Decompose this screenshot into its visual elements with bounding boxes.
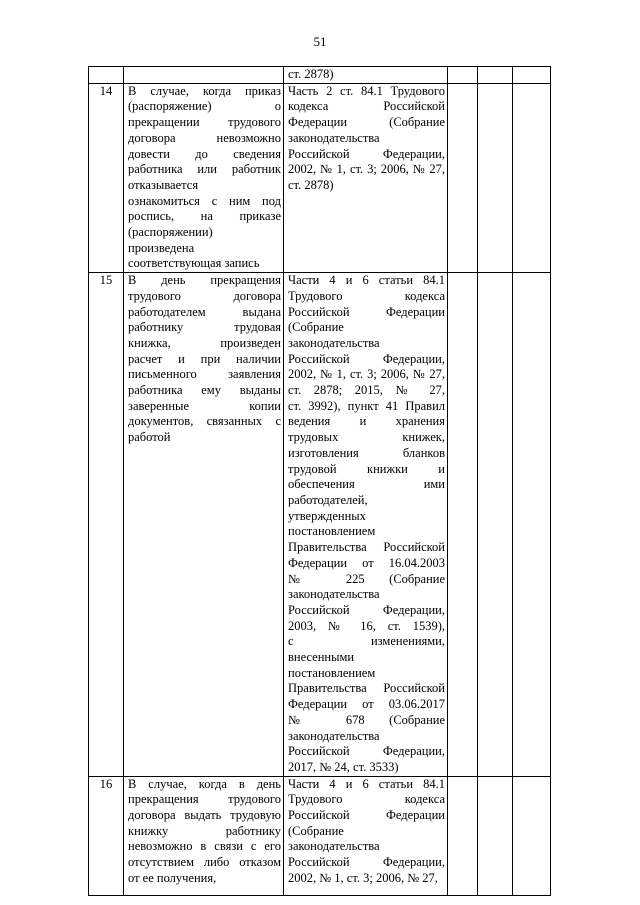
text-line: законодательства — [288, 335, 380, 350]
text-line: работодателей, — [288, 492, 368, 507]
text-line: (Собрание — [288, 823, 344, 838]
text-line: от ее получения, — [128, 870, 217, 885]
answer-yes-cell — [448, 273, 478, 777]
text-line: трудового договора — [128, 288, 281, 303]
text-line: договора выдать трудовую — [128, 808, 281, 823]
text-line: (распоряжении) — [128, 225, 213, 240]
text-line: прекращения трудового — [128, 792, 281, 807]
text-line: законодательства — [288, 587, 380, 602]
table-row-16 — [89, 776, 551, 895]
text-line: роспись, на приказе — [128, 209, 281, 224]
text-line: ст. 3992), пункт 41 Правил — [288, 398, 445, 413]
text-line: 2002, № 1, ст. 3; 2006, № 27, — [288, 162, 445, 177]
text-line: Российской Федерации, — [288, 744, 445, 759]
text-line: Части 4 и 6 статьи 84.1 — [288, 273, 445, 288]
text-line: работнику трудовая — [128, 320, 281, 335]
text-line: письменного заявления — [128, 367, 281, 382]
text-line: отказывается — [128, 177, 199, 192]
requirement-text — [124, 776, 284, 895]
requirement-text — [124, 83, 284, 272]
table-row-15 — [89, 273, 551, 777]
text-line: Российской Федерации — [288, 808, 445, 823]
text-line: 2017, № 24, ст. 3533) — [288, 759, 399, 774]
text-line: законодательства — [288, 130, 380, 145]
text-line: Российской Федерации, — [288, 351, 445, 366]
text-line: трудовых книжек, — [288, 430, 445, 445]
text-line: расчет и при наличии — [128, 351, 281, 366]
text-line: заверенные копии — [128, 398, 281, 413]
row-number: 14 — [89, 83, 124, 272]
text-line: внесенными — [288, 650, 355, 665]
text-line: 2002, № 1, ст. 3; 2006, № 27, — [288, 367, 445, 382]
text-line: (Собрание — [288, 320, 344, 335]
text-line: Трудового кодекса — [288, 288, 445, 303]
text-line: постановлением — [288, 524, 376, 539]
text-line: договора невозможно — [128, 130, 281, 145]
text-line: трудовой книжки и — [288, 461, 445, 476]
text-line: Федерации от 16.04.2003 — [288, 555, 445, 570]
text-line: работой — [128, 430, 171, 445]
legal-reference — [284, 273, 448, 777]
text-line: документов, связанных с — [128, 414, 281, 429]
text-line: работника или работник — [128, 162, 281, 177]
text-line: ведения и хранения — [288, 414, 445, 429]
legal-reference — [284, 776, 448, 895]
answer-no-cell — [478, 273, 513, 777]
text-line: № 225 (Собрание — [288, 571, 445, 586]
text-line: постановлением — [288, 665, 376, 680]
text-line: утвержденных — [288, 508, 366, 523]
text-line: работодателем выдана — [128, 304, 281, 319]
text-line: Федерации от 03.06.2017 — [288, 697, 445, 712]
text-line: с изменениями, — [288, 634, 445, 649]
answer-no-cell — [478, 776, 513, 895]
requirement-text — [124, 67, 284, 84]
row-number — [89, 67, 124, 84]
text-line: Часть 2 ст. 84.1 Трудового — [288, 83, 445, 98]
answer-na-cell — [513, 67, 551, 84]
text-line: кодекса Российской — [288, 99, 445, 114]
text-line: книжку работнику — [128, 823, 281, 838]
text-line: В случае, когда приказ — [128, 83, 281, 98]
text-line: Российской Федерации — [288, 304, 445, 319]
text-line: законодательства — [288, 839, 380, 854]
legal-reference — [284, 67, 448, 84]
answer-yes-cell — [448, 67, 478, 84]
text-line: (распоряжение) о — [128, 99, 281, 114]
answer-yes-cell — [448, 83, 478, 272]
text-line: № 678 (Собрание — [288, 712, 445, 727]
text-line: ст. 2878) — [288, 177, 334, 192]
text-line: отсутствием либо отказом — [128, 855, 281, 870]
text-line: Российской Федерации, — [288, 602, 445, 617]
answer-no-cell — [478, 67, 513, 84]
text-line: В день прекращения — [128, 273, 281, 288]
text-line: работника ему выданы — [128, 383, 281, 398]
text-line: Федерации (Собрание — [288, 115, 445, 130]
text-line: произведена — [128, 240, 195, 255]
answer-na-cell — [513, 83, 551, 272]
answer-na-cell — [513, 273, 551, 777]
text-line: Части 4 и 6 статьи 84.1 — [288, 776, 445, 791]
answer-no-cell — [478, 83, 513, 272]
text-line: 2002, № 1, ст. 3; 2006, № 27, — [288, 870, 438, 885]
text-line: соответствующая запись — [128, 256, 260, 271]
text-line: Правительства Российской — [288, 681, 445, 696]
requirements-table — [88, 66, 551, 896]
text-line: изготовления бланков — [288, 445, 445, 460]
text-line: Российской Федерации, — [288, 146, 445, 161]
text-line: В случае, когда в день — [128, 776, 281, 791]
answer-yes-cell — [448, 776, 478, 895]
text-line: книжка, произведен — [128, 335, 281, 350]
text-line: прекращении трудового — [128, 115, 281, 130]
legal-reference — [284, 83, 448, 272]
row-number: 16 — [89, 776, 124, 895]
text-line: довести до сведения — [128, 146, 281, 161]
text-line: ознакомиться с ним под — [128, 193, 281, 208]
text-line: невозможно в связи с его — [128, 839, 281, 854]
text-line: законодательства — [288, 728, 380, 743]
text-line: Правительства Российской — [288, 540, 445, 555]
text-line: Трудового кодекса — [288, 792, 445, 807]
row-number: 15 — [89, 273, 124, 777]
requirement-text — [124, 273, 284, 777]
page-number: 51 — [313, 34, 327, 49]
text-line: 2003, № 16, ст. 1539), — [288, 618, 445, 633]
table-row-14 — [89, 83, 551, 272]
answer-na-cell — [513, 776, 551, 895]
text-line: ст. 2878; 2015, № 27, — [288, 383, 445, 398]
text-line: ст. 2878) — [288, 67, 334, 81]
text-line: обеспечения ими — [288, 477, 445, 492]
text-line: Российской Федерации, — [288, 855, 445, 870]
table-row-continuation — [89, 67, 551, 84]
